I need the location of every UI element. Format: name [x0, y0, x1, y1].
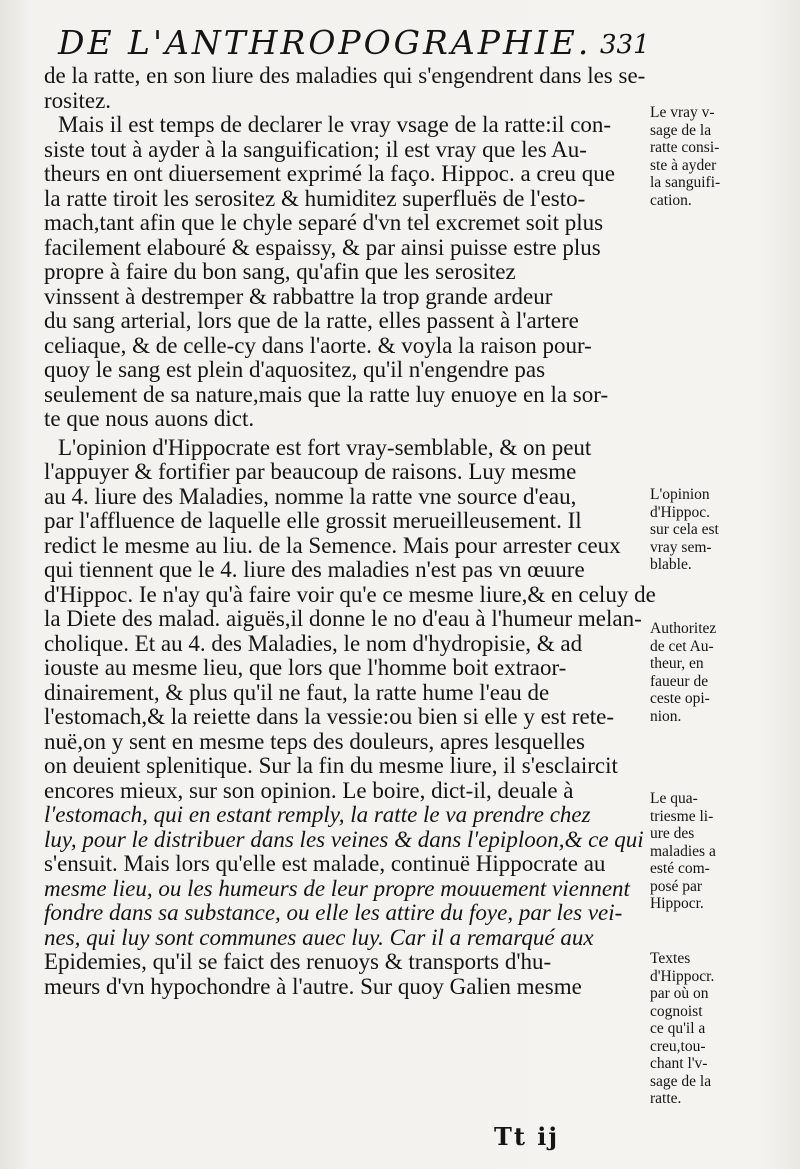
margin-note-authorities	[650, 620, 800, 725]
margin-line: cognoist	[650, 1002, 703, 1020]
text-line: L'opinion d'Hippocrate est fort vray-semblable, & on peut	[58, 434, 592, 460]
margin-line: Hippocr.	[650, 895, 704, 912]
margin-line: cation.	[650, 191, 692, 209]
text-line: l'appuyer & fortifier par beaucoup de raisons. Luy mesme	[44, 459, 577, 484]
text-line: encores mieux, sur son opinion. Le boire, dict-il, deuale à	[44, 777, 574, 803]
text-line: au 4. liure des Maladies, nomme la ratte vne source d'eau,	[44, 483, 577, 509]
text-line: par l'affluence de laquelle elle grossit merueilleusement. Il	[44, 508, 582, 533]
text-line: vinssent à destremper & rabbattre la trop grande ardeur	[44, 283, 553, 309]
margin-line: sur cela est	[650, 521, 719, 538]
margin-line: triesme li-	[650, 807, 714, 825]
margin-line: theur, en	[650, 655, 704, 672]
margin-line: maladies a	[650, 842, 716, 860]
margin-line: blable.	[650, 556, 692, 573]
text-line: te que nous auons dict.	[44, 406, 255, 431]
margin-line: creu,tou-	[650, 1037, 706, 1055]
margin-line: par où on	[650, 985, 709, 1002]
text-line: siste tout à ayder à la sanguification; il est vray que les Au-	[44, 136, 587, 162]
margin-line: d'Hippocr.	[650, 967, 715, 985]
text-line: seulement de sa nature,mais que la ratte luy enuoye en la sor-	[44, 381, 609, 407]
margin-note-opinion	[650, 486, 800, 574]
text-line: redict le mesme au liu. de la Semence. Mais pour arrester ceux	[44, 532, 621, 558]
text-line: mesme lieu, ou les humeurs de leur propre mouuement viennent	[44, 875, 630, 901]
page-number: 331	[600, 30, 650, 60]
margin-line: posé par	[650, 877, 703, 895]
margin-note-usage	[650, 104, 800, 209]
text-line: rositez.	[44, 87, 112, 113]
margin-line: chant l'v-	[650, 1055, 708, 1072]
text-line: nuë,on y sent en mesme teps des douleurs, apres lesquelles	[44, 728, 586, 754]
text-line: fondre dans sa substance, ou elle les attire du foye, par les vei-	[44, 900, 623, 925]
margin-line: nion.	[650, 707, 682, 725]
margin-line: sage de la	[650, 1072, 712, 1090]
text-line: Epidemies, qu'il se faict des renuoys & transports d'hu-	[44, 949, 552, 974]
main-text	[44, 64, 656, 999]
margin-line: de cet Au-	[650, 637, 714, 655]
margin-line: d'Hippoc.	[650, 503, 711, 521]
margin-line: ceste opi-	[650, 690, 710, 707]
margin-line: ratte.	[650, 1090, 682, 1107]
margin-line: esté com-	[650, 860, 710, 877]
text-line: meurs d'vn hypochondre à l'autre. Sur quoy Galien mesme	[44, 973, 582, 999]
text-line: mach,tant afin que le chyle separé d'vn tel excremet soit plus	[44, 210, 604, 235]
margin-line: L'opinion	[650, 486, 710, 503]
text-line: de la ratte, en son liure des maladies qui s'engendrent dans les se-	[44, 63, 646, 88]
margin-line: faueur de	[650, 672, 709, 690]
margin-note-fourth-book	[650, 790, 800, 913]
text-line: facilement elabouré & espaissy, & par ainsi puisse estre plus	[44, 234, 601, 260]
text-line: Mais il est temps de declarer le vray vsage de la ratte:il con-	[58, 112, 612, 137]
text-line: dinairement, & plus qu'il ne faut, la ratte hume l'eau de	[44, 679, 550, 705]
text-line: l'estomach, qui en estant remply, la ratte le va prendre chez	[44, 802, 591, 827]
text-line: propre à faire du bon sang, qu'afin que les serositez	[44, 259, 516, 284]
text-line: d'Hippoc. Ie n'ay qu'à faire voir qu'e ce mesme liure,& en celuy de	[44, 581, 656, 607]
margin-line: ste à ayder	[650, 156, 717, 174]
text-line: cholique. Et au 4. des Maladies, le nom d'hydropisie, & ad	[44, 630, 583, 656]
signature-mark: Tt ij	[494, 1122, 560, 1151]
text-line: quoy le sang est plein d'aquositez, qu'il n'engendre pas	[44, 357, 546, 382]
text-line: s'ensuit. Mais lors qu'elle est malade, continuë Hippocrate au	[44, 851, 606, 876]
margin-line: ure des	[650, 825, 695, 842]
margin-note-texts	[650, 950, 800, 1108]
margin-line: Le vray v-	[650, 104, 715, 121]
margin-line: Le qua-	[650, 790, 698, 807]
text-line: celiaque, & de celle-cy dans l'aorte. & voyla la raison pour-	[44, 332, 592, 358]
margin-line: ce qu'il a	[650, 1020, 706, 1037]
text-line: la Diete des malad. aiguës,il donne le no d'eau à l'humeur melan-	[44, 606, 642, 631]
text-line: on deuient splenitique. Sur la fin du mesme liure, il s'esclaircit	[44, 753, 618, 778]
text-line: qui tiennent que le 4. liure des maladies n'est pas vn œuure	[44, 557, 585, 582]
margin-line: ratte consi-	[650, 139, 720, 156]
margin-line: Authoritez	[650, 620, 717, 637]
text-line: theurs en ont diuersement exprimé la faço. Hippoc. a creu que	[44, 161, 615, 186]
text-line: l'estomach,& la reiette dans la vessie:ou bien si elle y est rete-	[44, 704, 615, 729]
margin-line: sage de la	[650, 121, 712, 139]
text-line: nes, qui luy sont communes auec luy. Car il a remarqué aux	[44, 924, 594, 950]
margin-line: vray sem-	[650, 538, 712, 556]
margin-line: Textes	[650, 950, 691, 967]
text-line: du sang arterial, lors que de la ratte, elles passent à l'artere	[44, 308, 579, 333]
running-head: DE L'ANTHROPOGRAPHIE.	[58, 23, 592, 62]
text-line: luy, pour le distribuer dans les veines & dans l'epiploon,& ce qui	[44, 826, 644, 852]
text-line: iouste au mesme lieu, que lors que l'homme boit extraor-	[44, 655, 567, 680]
text-line: la ratte tiroit les serositez & humiditez superfluës de l'esto-	[44, 185, 586, 211]
margin-line: la sanguifi-	[650, 174, 721, 191]
